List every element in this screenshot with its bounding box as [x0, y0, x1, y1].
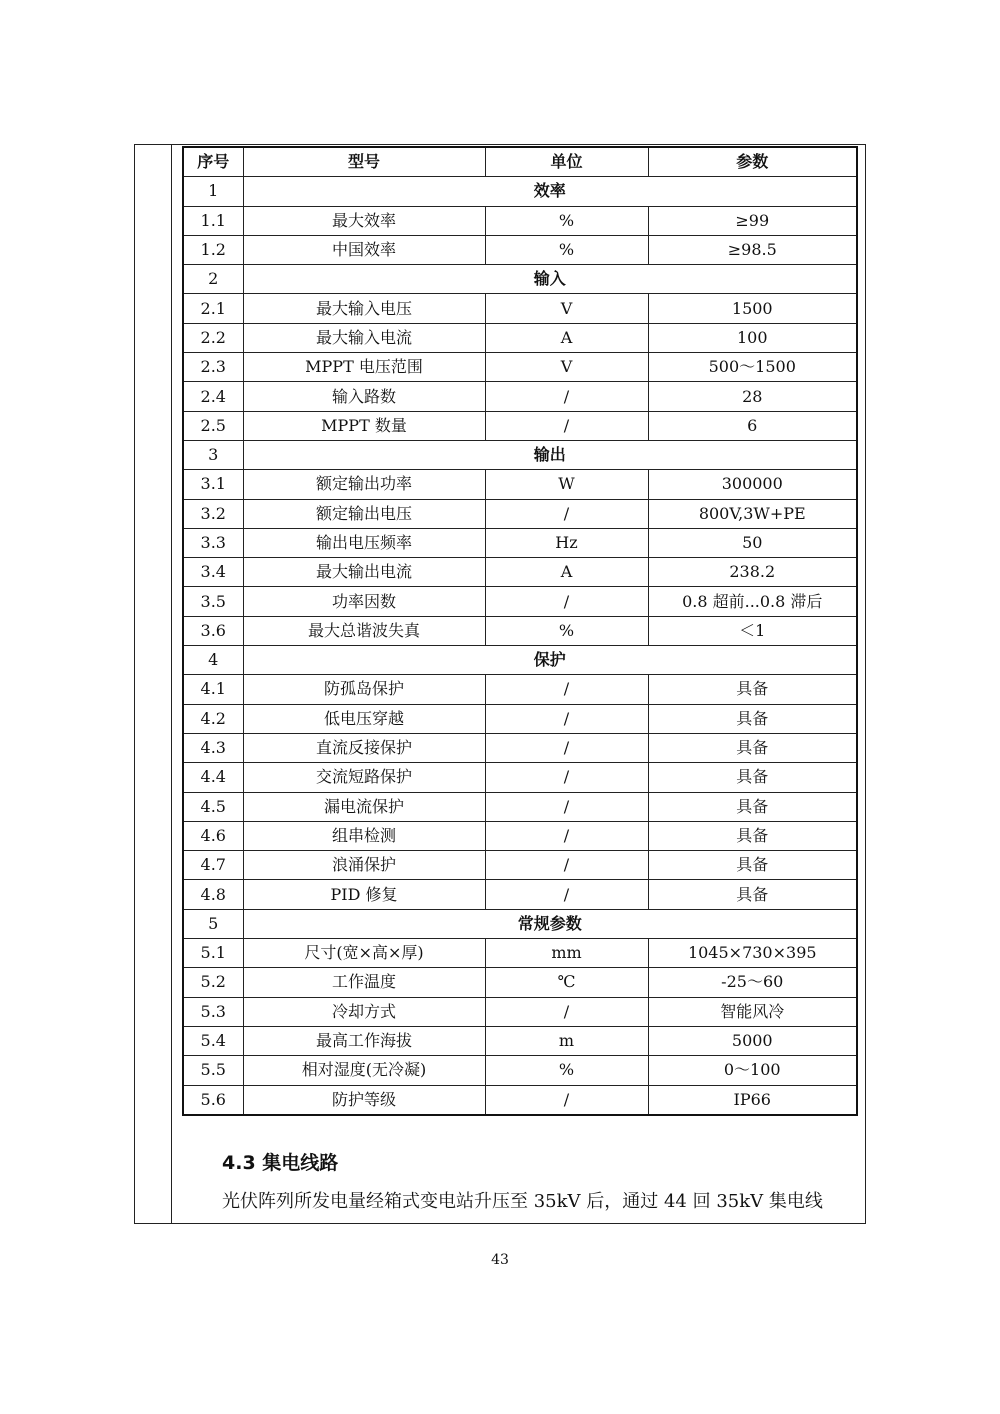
row-unit: mm [485, 939, 648, 968]
row-value: ≥98.5 [648, 235, 857, 264]
row-name: 输出电压频率 [243, 528, 485, 557]
row-number: 1.1 [183, 206, 243, 235]
row-value: 具备 [648, 704, 857, 733]
row-number: 5.2 [183, 968, 243, 997]
row-value: 具备 [648, 821, 857, 850]
row-value: 100 [648, 323, 857, 352]
table-row [183, 821, 857, 850]
row-name: 最大输入电流 [243, 323, 485, 352]
row-name: 输入路数 [243, 382, 485, 411]
row-name: 中国效率 [243, 235, 485, 264]
row-value: 0～100 [648, 1056, 857, 1085]
row-name: 最高工作海拔 [243, 1026, 485, 1055]
row-unit: ℃ [485, 968, 648, 997]
table-row [183, 587, 857, 616]
row-value: 300000 [648, 470, 857, 499]
row-value: 0.8 超前...0.8 滞后 [648, 587, 857, 616]
row-name: 低电压穿越 [243, 704, 485, 733]
row-number: 4.4 [183, 763, 243, 792]
spec-table [182, 146, 858, 1116]
row-value: 1045×730×395 [648, 939, 857, 968]
row-name: 浪涌保护 [243, 851, 485, 880]
row-value: ＜1 [648, 616, 857, 645]
row-unit: / [485, 499, 648, 528]
table-row [183, 792, 857, 821]
section-heading: 4.3 集电线路 [222, 1152, 339, 1174]
table-row [183, 1056, 857, 1085]
row-value: 500～1500 [648, 353, 857, 382]
row-unit: / [485, 1085, 648, 1115]
row-value: 800V,3W+PE [648, 499, 857, 528]
section-number: 1 [183, 177, 243, 206]
row-name: 功率因数 [243, 587, 485, 616]
table-row [183, 558, 857, 587]
row-number: 2.4 [183, 382, 243, 411]
row-name: 最大输出电流 [243, 558, 485, 587]
row-value: 28 [648, 382, 857, 411]
row-name: 相对湿度(无冷凝) [243, 1056, 485, 1085]
row-number: 5.1 [183, 939, 243, 968]
table-row [183, 499, 857, 528]
row-unit: V [485, 353, 648, 382]
table-row [183, 470, 857, 499]
row-number: 2.2 [183, 323, 243, 352]
row-name: 尺寸(宽×高×厚) [243, 939, 485, 968]
section-title: 保护 [243, 646, 857, 675]
section-row [183, 265, 857, 294]
row-number: 5.5 [183, 1056, 243, 1085]
row-number: 4.3 [183, 733, 243, 762]
row-name: PID 修复 [243, 880, 485, 909]
table-row [183, 763, 857, 792]
row-unit: W [485, 470, 648, 499]
table-row [183, 997, 857, 1026]
section-number: 4 [183, 646, 243, 675]
header-unit: 单位 [485, 147, 648, 177]
row-unit: / [485, 763, 648, 792]
row-value: 238.2 [648, 558, 857, 587]
row-name: 额定输出功率 [243, 470, 485, 499]
table-row [183, 704, 857, 733]
table-row [183, 939, 857, 968]
row-number: 3.5 [183, 587, 243, 616]
table-row [183, 323, 857, 352]
row-value: 具备 [648, 880, 857, 909]
table-row [183, 733, 857, 762]
row-name: 防护等级 [243, 1085, 485, 1115]
table-row [183, 353, 857, 382]
row-unit: % [485, 206, 648, 235]
table-row [183, 206, 857, 235]
table-row [183, 411, 857, 440]
section-row [183, 177, 857, 206]
row-unit: / [485, 880, 648, 909]
table-row [183, 616, 857, 645]
section-number: 2 [183, 265, 243, 294]
row-name: 防孤岛保护 [243, 675, 485, 704]
row-number: 4.1 [183, 675, 243, 704]
section-row [183, 909, 857, 938]
row-name: 工作温度 [243, 968, 485, 997]
table-row [183, 1085, 857, 1115]
row-unit: / [485, 792, 648, 821]
table-row [183, 382, 857, 411]
row-name: 最大总谐波失真 [243, 616, 485, 645]
table-body [183, 177, 857, 1115]
header-model: 型号 [243, 147, 485, 177]
row-value: 具备 [648, 733, 857, 762]
section-row [183, 440, 857, 469]
row-number: 4.2 [183, 704, 243, 733]
row-number: 4.8 [183, 880, 243, 909]
table-row [183, 1026, 857, 1055]
row-value: 智能风冷 [648, 997, 857, 1026]
row-unit: / [485, 587, 648, 616]
section-number: 3 [183, 440, 243, 469]
row-number: 4.6 [183, 821, 243, 850]
row-unit: / [485, 733, 648, 762]
row-name: MPPT 电压范围 [243, 353, 485, 382]
row-unit: V [485, 294, 648, 323]
row-name: 冷却方式 [243, 997, 485, 1026]
row-unit: / [485, 675, 648, 704]
row-name: 直流反接保护 [243, 733, 485, 762]
row-number: 5.4 [183, 1026, 243, 1055]
row-name: 交流短路保护 [243, 763, 485, 792]
row-unit: / [485, 704, 648, 733]
row-number: 3.4 [183, 558, 243, 587]
row-value: 6 [648, 411, 857, 440]
row-value: 5000 [648, 1026, 857, 1055]
row-unit: m [485, 1026, 648, 1055]
table-row [183, 880, 857, 909]
row-unit: / [485, 411, 648, 440]
row-value: 具备 [648, 792, 857, 821]
row-number: 2.1 [183, 294, 243, 323]
table-row [183, 851, 857, 880]
row-number: 3.2 [183, 499, 243, 528]
section-title: 效率 [243, 177, 857, 206]
row-unit: A [485, 558, 648, 587]
row-number: 4.5 [183, 792, 243, 821]
row-number: 3.1 [183, 470, 243, 499]
row-number: 2.3 [183, 353, 243, 382]
row-number: 4.7 [183, 851, 243, 880]
row-name: MPPT 数量 [243, 411, 485, 440]
row-value: ≥99 [648, 206, 857, 235]
table-header-row [183, 147, 857, 177]
row-unit: % [485, 1056, 648, 1085]
table-row [183, 675, 857, 704]
row-unit: % [485, 616, 648, 645]
row-number: 1.2 [183, 235, 243, 264]
row-name: 最大输入电压 [243, 294, 485, 323]
table-row [183, 294, 857, 323]
row-name: 组串检测 [243, 821, 485, 850]
page-number: 43 [491, 1252, 509, 1268]
row-unit: % [485, 235, 648, 264]
section-number: 5 [183, 909, 243, 938]
section-row [183, 646, 857, 675]
table-row [183, 968, 857, 997]
row-unit: A [485, 323, 648, 352]
row-unit: Hz [485, 528, 648, 557]
row-value: 具备 [648, 851, 857, 880]
row-value: -25～60 [648, 968, 857, 997]
row-value: IP66 [648, 1085, 857, 1115]
row-number: 5.3 [183, 997, 243, 1026]
section-title: 输入 [243, 265, 857, 294]
row-name: 额定输出电压 [243, 499, 485, 528]
header-param: 参数 [648, 147, 857, 177]
row-value: 具备 [648, 675, 857, 704]
row-value: 具备 [648, 763, 857, 792]
row-unit: / [485, 382, 648, 411]
section-title: 输出 [243, 440, 857, 469]
table-row [183, 235, 857, 264]
row-value: 50 [648, 528, 857, 557]
row-unit: / [485, 821, 648, 850]
table-row [183, 528, 857, 557]
frame-divider [171, 144, 172, 1224]
row-unit: / [485, 851, 648, 880]
row-number: 3.6 [183, 616, 243, 645]
row-name: 漏电流保护 [243, 792, 485, 821]
section-title: 常规参数 [243, 909, 857, 938]
row-name: 最大效率 [243, 206, 485, 235]
row-number: 2.5 [183, 411, 243, 440]
row-unit: / [485, 997, 648, 1026]
row-number: 5.6 [183, 1085, 243, 1115]
body-paragraph: 光伏阵列所发电量经箱式变电站升压至 35kV 后，通过 44 回 35kV 集电线 [222, 1191, 823, 1212]
row-value: 1500 [648, 294, 857, 323]
header-no: 序号 [183, 147, 243, 177]
row-number: 3.3 [183, 528, 243, 557]
